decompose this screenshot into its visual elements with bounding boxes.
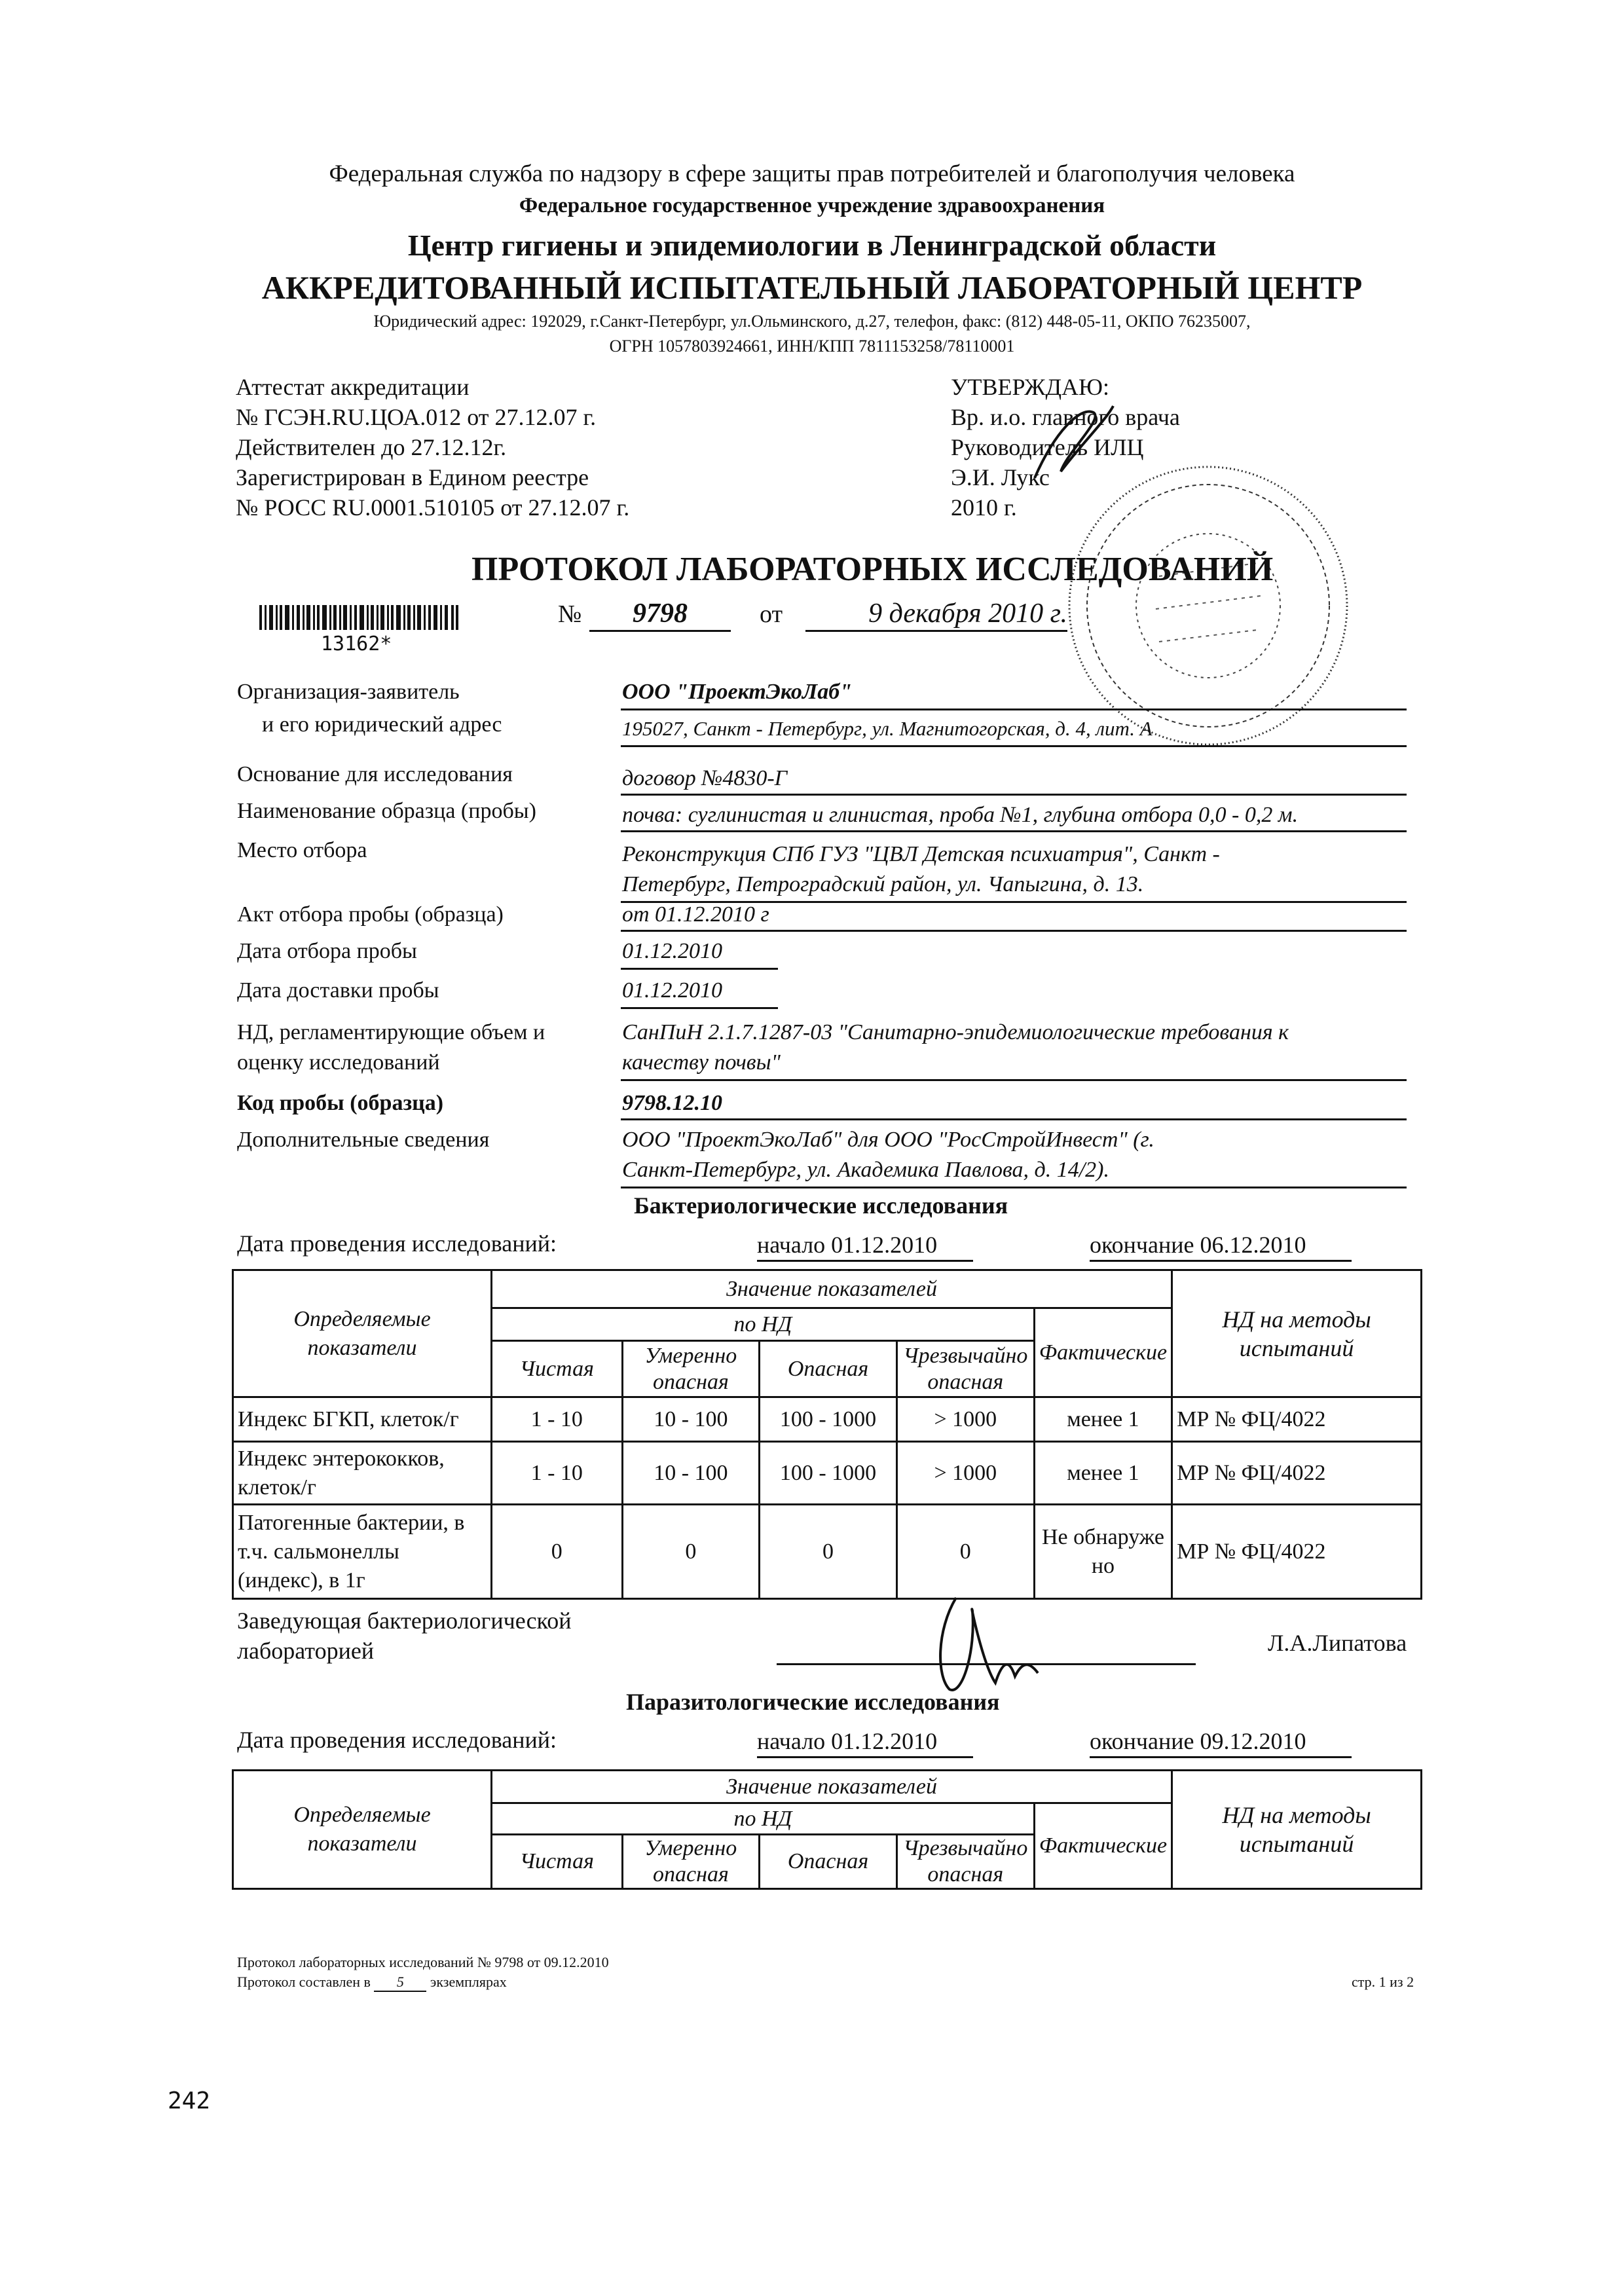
field-value: Петербург, Петроградский район, ул. Чапыгина, д. 13.: [622, 872, 1144, 896]
row-name: Патогенные бактерии, в т.ч. сальмонеллы (индекс), в 1г: [233, 1505, 492, 1599]
field-rule: [621, 830, 1407, 832]
section-title-parasito: Паразитологические исследования: [626, 1689, 1000, 1715]
approval-line: Э.И. Лукс: [951, 464, 1050, 490]
row-dangerous: 100 - 1000: [760, 1442, 897, 1505]
row-dangerous: 100 - 1000: [760, 1397, 897, 1442]
field-label: Код пробы (образца): [237, 1091, 444, 1115]
field-value: СанПиН 2.1.7.1287-03 "Санитарно-эпидемиологические требования к: [622, 1020, 1289, 1044]
bacterio-dates-label: Дата проведения исследований:: [237, 1230, 557, 1257]
parasito-start: начало 01.12.2010: [757, 1726, 973, 1758]
accreditation-block: [236, 372, 629, 523]
header-address: Юридический адрес: 192029, г.Санкт-Петербург, ул.Ольминского, д.27, телефон, факс: (812) 448-05-11, ОКПО 76235007,: [373, 312, 1251, 331]
th-methods: НД на методы испытаний: [1172, 1771, 1422, 1889]
th-values: Значение показателей: [491, 1270, 1172, 1308]
row-method: МР № ФЦ/4022: [1172, 1505, 1422, 1599]
field-label: Наименование образца (пробы): [237, 799, 536, 823]
field-label: Дата отбора пробы: [237, 939, 417, 963]
row-extreme: > 1000: [896, 1397, 1034, 1442]
protocol-number: 9798: [589, 597, 731, 632]
field-label: Акт отбора пробы (образца): [237, 902, 504, 927]
th-values: Значение показателей: [491, 1771, 1172, 1803]
field-rule: [621, 1007, 778, 1009]
th-dangerous: Опасная: [760, 1341, 897, 1397]
th-by-nd: по НД: [491, 1803, 1034, 1835]
field-label: Организация-заявитель: [237, 680, 460, 704]
footer-copies-count: 5: [374, 1974, 426, 1992]
footer-page: стр. 1 из 2: [1352, 1974, 1414, 1990]
row-actual: менее 1: [1034, 1442, 1172, 1505]
th-clean: Чистая: [491, 1835, 622, 1889]
th-moderate: Умеренно опасная: [622, 1835, 760, 1889]
field-label: и его юридический адрес: [262, 712, 502, 737]
parasito-end: окончание 09.12.2010: [1090, 1726, 1352, 1758]
field-label: НД, регламентирующие объем и: [237, 1020, 545, 1044]
header-ogrn: ОГРН 1057803924661, ИНН/КПП 7811153258/78110001: [609, 337, 1015, 356]
bacterio-start: начало 01.12.2010: [757, 1230, 973, 1262]
signature-icon: [910, 1585, 1080, 1702]
field-rule: [621, 745, 1407, 747]
th-extreme: Чрезвычайно опасная: [896, 1835, 1034, 1889]
row-extreme: > 1000: [896, 1442, 1034, 1505]
barcode-icon: [259, 605, 459, 630]
field-value: качеству почвы": [622, 1050, 781, 1075]
head-of-lab-line: лабораторией: [237, 1638, 375, 1664]
field-label: Место отбора: [237, 838, 367, 862]
bacterio-table: [232, 1269, 1422, 1600]
head-of-lab-name: Л.А.Липатова: [1268, 1630, 1407, 1656]
row-moderate: 0: [622, 1505, 760, 1599]
protocol-date: 9 декабря 2010 г.: [805, 597, 1067, 632]
field-value: от 01.12.2010 г: [622, 902, 769, 927]
field-value: Санкт-Петербург, ул. Академика Павлова, д. 14/2).: [622, 1158, 1109, 1182]
row-name: Индекс энтерококков, клеток/г: [233, 1442, 492, 1505]
field-value: 9798.12.10: [622, 1091, 722, 1115]
approval-line: 2010 г.: [951, 494, 1017, 521]
header-agency: Федеральная служба по надзору в сфере защиты прав потребителей и благополучия человека: [329, 160, 1295, 187]
footer-copies: [237, 1974, 507, 1992]
footer-protocol-ref: Протокол лабораторных исследований № 9798 от 09.12.2010: [237, 1954, 609, 1970]
bacterio-end: окончание 06.12.2010: [1090, 1230, 1352, 1262]
th-dangerous: Опасная: [760, 1835, 897, 1889]
th-clean: Чистая: [491, 1341, 622, 1397]
field-value: 01.12.2010: [622, 939, 722, 963]
protocol-title: ПРОТОКОЛ ЛАБОРАТОРНЫХ ИССЛЕДОВАНИЙ: [471, 551, 1274, 588]
row-clean: 0: [491, 1505, 622, 1599]
field-label: Основание для исследования: [237, 762, 513, 786]
field-value: ООО "ПроектЭкоЛаб" для ООО "РосСтройИнвест" (г.: [622, 1128, 1154, 1152]
field-label: оценку исследований: [237, 1050, 440, 1075]
parasito-table: [232, 1769, 1422, 1890]
th-actual: Фактические: [1034, 1308, 1172, 1397]
field-rule: [621, 930, 1407, 932]
signature-icon: [1022, 393, 1120, 491]
approval-line: Руководитель ИЛЦ: [951, 434, 1144, 460]
parasito-dates-label: Дата проведения исследований:: [237, 1727, 557, 1753]
head-of-lab-line: Заведующая бактериологической: [237, 1608, 572, 1634]
row-clean: 1 - 10: [491, 1442, 622, 1505]
section-title-bacterio: Бактериологические исследования: [634, 1192, 1008, 1219]
row-dangerous: 0: [760, 1505, 897, 1599]
field-value: 195027, Санкт - Петербург, ул. Магнитогорская, д. 4, лит. А: [622, 717, 1153, 740]
field-rule: [621, 1118, 1407, 1120]
footer-copies-suffix: экземплярах: [430, 1974, 507, 1990]
field-value: Реконструкция СПб ГУЗ "ЦВЛ Детская психиатрия", Санкт -: [622, 842, 1220, 866]
field-value: 01.12.2010: [622, 978, 722, 1003]
sheet-number: 242: [168, 2088, 211, 2114]
row-moderate: 10 - 100: [622, 1442, 760, 1505]
row-method: МР № ФЦ/4022: [1172, 1397, 1422, 1442]
approval-line: УТВЕРЖДАЮ:: [951, 374, 1110, 400]
field-rule: [621, 1079, 1407, 1081]
th-methods: НД на методы испытаний: [1172, 1270, 1422, 1397]
accreditation-line: Аттестат аккредитации: [236, 374, 470, 400]
row-method: МР № ФЦ/4022: [1172, 1442, 1422, 1505]
row-actual: Не обнаружено: [1034, 1505, 1172, 1599]
field-rule: [621, 968, 778, 970]
row-name: Индекс БГКП, клеток/г: [233, 1397, 492, 1442]
accreditation-line: № РОСС RU.0001.510105 от 27.12.07 г.: [236, 494, 630, 521]
row-moderate: 10 - 100: [622, 1397, 760, 1442]
header-institution: Федеральное государственное учреждение здравоохранения: [519, 194, 1105, 217]
field-value: договор №4830-Г: [622, 766, 787, 790]
approval-line: Вр. и.о. главного врача: [951, 404, 1180, 430]
barcode-text: 13162*: [321, 633, 392, 655]
head-of-lab-block: [237, 1606, 571, 1666]
th-actual: Фактические: [1034, 1803, 1172, 1889]
th-moderate: Умеренно опасная: [622, 1341, 760, 1397]
accreditation-line: Зарегистрирован в Едином реестре: [236, 464, 589, 490]
accreditation-line: Действителен до 27.12.12г.: [236, 434, 507, 460]
field-label: Дата доставки пробы: [237, 978, 439, 1003]
row-extreme: 0: [896, 1505, 1034, 1599]
field-label: Дополнительные сведения: [237, 1128, 490, 1152]
field-value: почва: суглинистая и глинистая, проба №1, глубина отбора 0,0 - 0,2 м.: [622, 803, 1299, 827]
th-indicators: Определяемые показатели: [233, 1771, 492, 1889]
field-rule: [621, 709, 1407, 710]
row-clean: 1 - 10: [491, 1397, 622, 1442]
th-indicators: Определяемые показатели: [233, 1270, 492, 1397]
protocol-no-label: №: [558, 600, 582, 628]
header-center: Центр гигиены и эпидемиологии в Ленинградской области: [407, 229, 1217, 262]
field-rule: [621, 794, 1407, 796]
field-rule: [621, 1187, 1407, 1188]
protocol-from-label: от: [760, 600, 783, 628]
th-extreme: Чрезвычайно опасная: [896, 1341, 1034, 1397]
field-value: ООО "ПроектЭкоЛаб": [622, 680, 853, 704]
header-lab-center: АККРЕДИТОВАННЫЙ ИСПЫТАТЕЛЬНЫЙ ЛАБОРАТОРНЫЙ ЦЕНТР: [261, 269, 1363, 306]
row-actual: менее 1: [1034, 1397, 1172, 1442]
footer-copies-label: Протокол составлен в: [237, 1974, 371, 1990]
th-by-nd: по НД: [491, 1308, 1034, 1341]
accreditation-line: № ГСЭН.RU.ЦОА.012 от 27.12.07 г.: [236, 404, 597, 430]
